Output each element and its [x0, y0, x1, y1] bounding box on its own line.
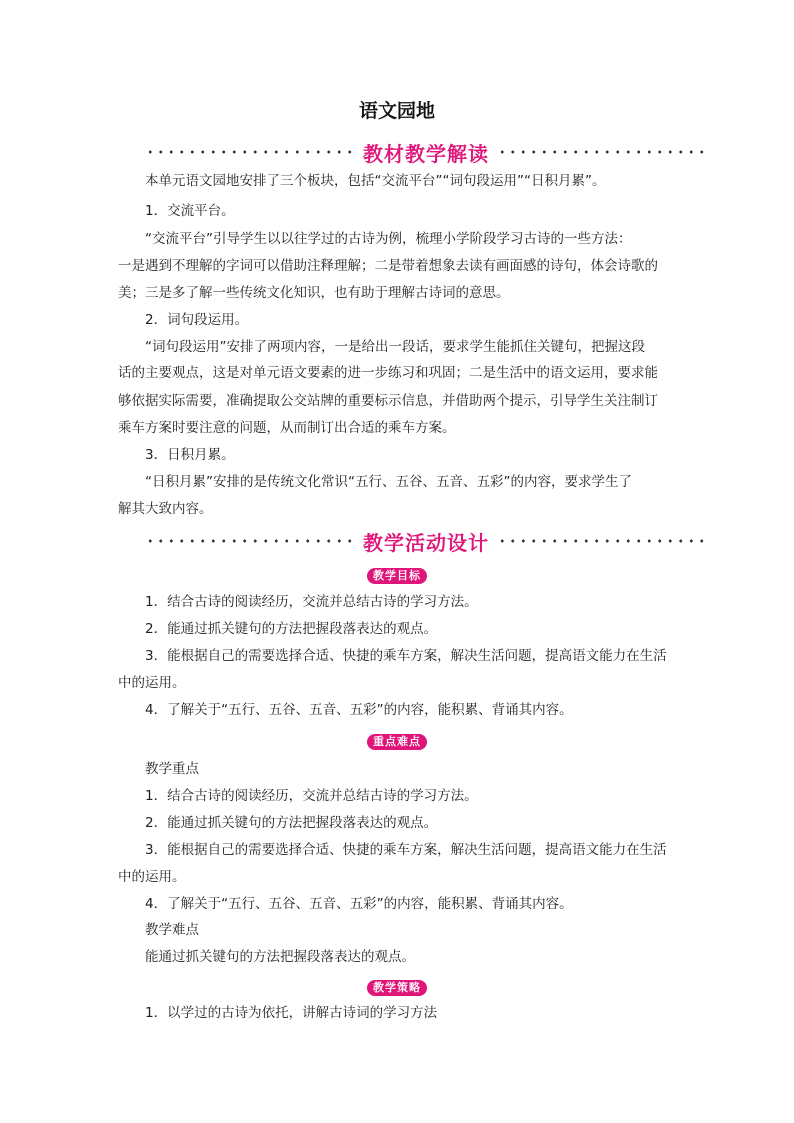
dotted-divider-right: [493, 150, 707, 154]
paragraph-line: 1．结合古诗的阅读经历，交流并总结古诗的学习方法。: [145, 788, 478, 804]
paragraph-line: “词句段运用”安排了两项内容，一是给出一段话，要求学生能抓住关键句，把握这段: [145, 339, 645, 355]
paragraph-line: 1．结合古诗的阅读经历，交流并总结古诗的学习方法。: [145, 594, 478, 610]
paragraph-line: 1．交流平台。: [145, 203, 235, 219]
badge-row: [0, 730, 794, 750]
dotted-divider-right: [493, 539, 707, 543]
paragraph-line: 3．能根据自己的需要选择合适、快捷的乘车方案，解决生活问题，提高语文能力在生活: [145, 648, 667, 664]
page-title: 语文园地: [358, 100, 435, 122]
section-header-activity-design: [145, 526, 707, 556]
section-title: 教材教学解读: [363, 141, 489, 166]
paragraph-line: 3．日积月累。: [145, 447, 235, 463]
section-title: 教学活动设计: [363, 530, 489, 555]
paragraph-line: 一是遇到不理解的字词可以借助注释理解；二是带着想象去读有画面感的诗句，体会诗歌的: [118, 258, 658, 274]
paragraph-line: “交流平台”引导学生以以往学过的古诗为例，梳理小学阶段学习古诗的一些方法：: [145, 231, 632, 247]
dotted-divider-left: [145, 539, 359, 543]
paragraph-line: 乘车方案时要注意的问题，从而制订出合适的乘车方案。: [118, 420, 456, 436]
paragraph-line: 4．了解关于“五行、五谷、五音、五彩”的内容，能积累、背诵其内容。: [145, 896, 573, 912]
paragraph-line: 2．能通过抓关键句的方法把握段落表达的观点。: [145, 621, 438, 637]
paragraph-line: 话的主要观点，这是对单元语文要素的进一步练习和巩固；二是生活中的语文运用，要求能: [118, 365, 658, 381]
paragraph-line: 1．以学过的古诗为依托，讲解古诗词的学习方法: [145, 1005, 438, 1021]
badge-row: [0, 564, 794, 584]
dotted-divider-left: [145, 150, 359, 154]
badge-teaching-strategy: 教学策略: [367, 980, 427, 996]
paragraph-line: 解其大致内容。: [118, 501, 213, 517]
badge-key-points: 重点难点: [367, 734, 427, 750]
badge-row: [0, 976, 794, 996]
paragraph-line: 2．能通过抓关键句的方法把握段落表达的观点。: [145, 815, 438, 831]
paragraph-line: 3．能根据自己的需要选择合适、快捷的乘车方案，解决生活问题，提高语文能力在生活: [145, 842, 667, 858]
paragraph-line: 本单元语文园地安排了三个板块，包括“交流平台”“词句段运用”“日积月累”。: [145, 173, 606, 189]
paragraph-line: “日积月累”安排的是传统文化常识“五行、五谷、五音、五彩”的内容，要求学生了: [145, 474, 632, 490]
badge-teaching-goals: 教学目标: [367, 568, 427, 584]
paragraph-line: 教学难点: [145, 922, 199, 938]
paragraph-line: 能通过抓关键句的方法把握段落表达的观点。: [145, 949, 415, 965]
paragraph-line: 够依据实际需要，准确提取公交站牌的重要标示信息，并借助两个提示，引导学生关注制订: [118, 393, 658, 409]
paragraph-line: 4．了解关于“五行、五谷、五音、五彩”的内容，能积累、背诵其内容。: [145, 702, 573, 718]
paragraph-line: 美；三是多了解一些传统文化知识，也有助于理解古诗词的意思。: [118, 285, 510, 301]
section-header-interpretation: [145, 137, 707, 167]
paragraph-line: 2．词句段运用。: [145, 312, 249, 328]
paragraph-line: 中的运用。: [118, 869, 186, 885]
paragraph-line: 中的运用。: [118, 675, 186, 691]
paragraph-line: 教学重点: [145, 761, 199, 777]
